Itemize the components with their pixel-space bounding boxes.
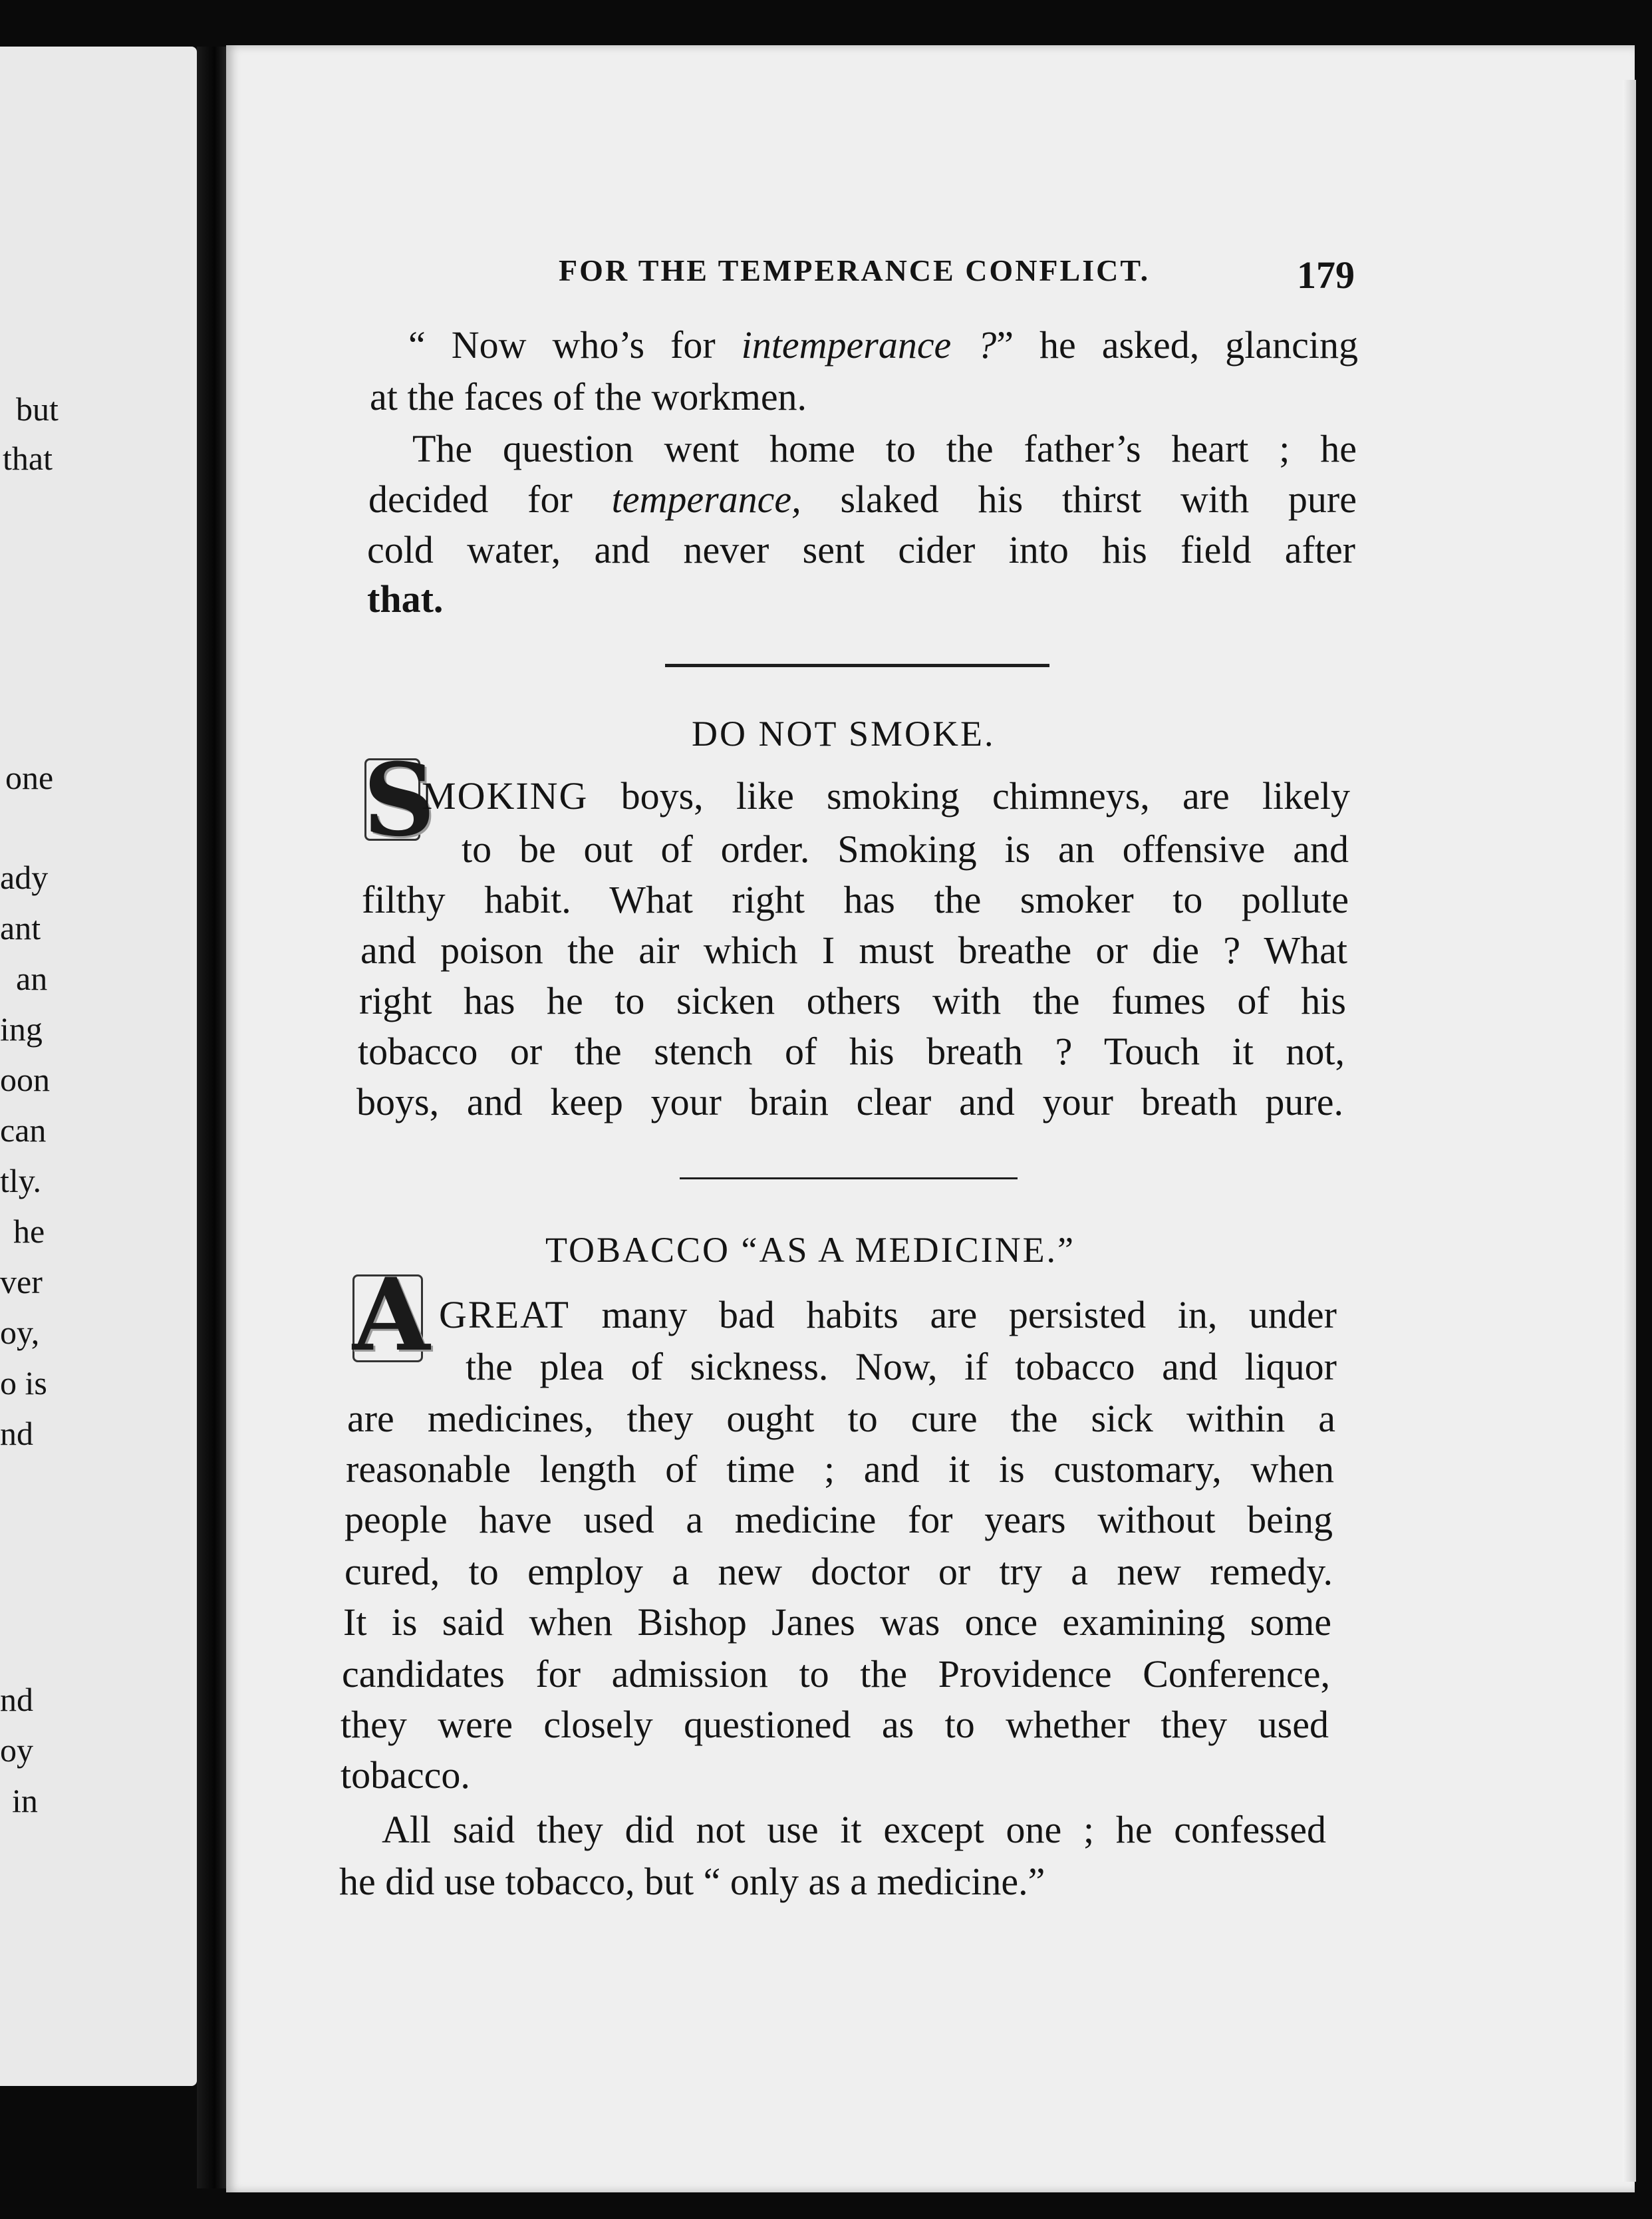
- left-page-fragment: o is: [0, 1364, 47, 1402]
- page-edge: [1623, 80, 1636, 2182]
- left-page-fragment: oy: [0, 1731, 33, 1769]
- text-run: The question went home to the father’s heart ; he: [412, 427, 1357, 470]
- left-page-fragment: nd: [0, 1681, 33, 1718]
- text-run: “ Now who’s for: [408, 323, 742, 367]
- text-line: [346, 1447, 1334, 1491]
- text-run: to be out of order. Smoking is an offensive and: [462, 827, 1349, 871]
- text-run: slaked his thirst with pure: [801, 478, 1357, 521]
- text-line: [462, 827, 1349, 871]
- left-page-fragment: ant: [0, 909, 41, 947]
- text-line: [412, 427, 1357, 470]
- section-heading: TOBACCO “AS A MEDICINE.”: [545, 1230, 1076, 1270]
- section-divider: [680, 1177, 1018, 1179]
- left-page-fragment: one: [5, 759, 54, 796]
- text-line: [343, 1600, 1331, 1644]
- lead-word: MOKING: [422, 774, 589, 817]
- text-line: [344, 1498, 1333, 1541]
- left-page-fragment: ver: [0, 1263, 43, 1300]
- running-title: FOR THE TEMPERANCE CONFLICT.: [559, 253, 1151, 287]
- text-line: [370, 375, 807, 418]
- text-line: [341, 1753, 470, 1797]
- text-line: [358, 1032, 1345, 1071]
- text-run: people have used a medicine for years without being: [344, 1498, 1333, 1541]
- text-line: [367, 528, 1355, 571]
- text-line: [359, 979, 1346, 1022]
- text-run: he did use tobacco, but “ only as a medicine.”: [339, 1860, 1045, 1903]
- text-run: filthy habit. What right has the smoker to pollute: [362, 878, 1349, 921]
- left-page-fragment: tly.: [0, 1162, 42, 1199]
- text-line: [408, 323, 1358, 367]
- previous-page: [0, 47, 197, 2086]
- page-number: 179: [1297, 253, 1355, 297]
- dropcap-letter: A: [352, 1257, 430, 1374]
- text-run: right has he to sicken others with the fumes of his: [359, 979, 1346, 1022]
- text-line: [342, 1652, 1330, 1696]
- text-line: [439, 1293, 1337, 1336]
- dropcap-letter: S: [363, 742, 436, 859]
- text-run: decided for: [368, 478, 612, 521]
- italic-run: temperance,: [611, 478, 801, 521]
- text-run: reasonable length of time ; and it is customary, when: [346, 1447, 1334, 1491]
- text-run: at the faces of the workmen.: [370, 375, 807, 418]
- left-page-fragment: can: [0, 1111, 47, 1149]
- text-line: [382, 1808, 1326, 1851]
- text-line: [368, 480, 1357, 519]
- text-line: [466, 1345, 1337, 1388]
- text-line: [339, 1862, 1045, 1901]
- left-page-fragment: oy,: [0, 1314, 40, 1351]
- text-run: ” he asked, glancing: [996, 323, 1358, 367]
- text-line: [360, 931, 1347, 970]
- text-line: [344, 1550, 1333, 1593]
- text-run: that.: [367, 577, 444, 621]
- text-line: [367, 577, 444, 621]
- left-page-fragment: nd: [0, 1415, 33, 1452]
- left-page-fragment: ing: [0, 1010, 43, 1048]
- text-line: [362, 878, 1349, 921]
- text-run: candidates for admission to the Providence Conference,: [342, 1652, 1330, 1696]
- text-run: boys, and keep your brain clear and your breath pure.: [356, 1080, 1343, 1123]
- text-run: and poison the air which I must breathe or die ? What: [360, 929, 1347, 972]
- section-divider: [665, 664, 1049, 667]
- left-page-fragment: ady: [0, 859, 49, 896]
- italic-run: intemperance ?: [741, 323, 997, 367]
- text-run: cold water, and never sent cider into his field after: [367, 528, 1355, 571]
- text-run: It is said when Bishop Janes was once examining some: [343, 1600, 1331, 1644]
- book-binding-gutter: [197, 47, 226, 2188]
- text-run: many bad habits are persisted in, under: [569, 1293, 1337, 1336]
- lead-word: GREAT: [439, 1293, 570, 1336]
- text-run: tobacco.: [341, 1753, 470, 1797]
- left-page-fragment: he: [13, 1213, 45, 1250]
- text-run: All said they did not use it except one ; he confessed: [382, 1808, 1326, 1851]
- left-page-fragment: in: [12, 1782, 38, 1819]
- text-run: they were closely questioned as to whether they used: [341, 1703, 1329, 1746]
- left-page-fragment: but: [16, 390, 59, 428]
- text-line: [422, 774, 1350, 817]
- left-page-fragment: an: [16, 960, 48, 997]
- text-run: cured, to employ a new doctor or try a new remedy.: [344, 1550, 1333, 1593]
- left-page-fragment: oon: [0, 1061, 50, 1098]
- text-run: tobacco or the stench of his breath ? Touch it not,: [358, 1030, 1345, 1073]
- section-heading: DO NOT SMOKE.: [692, 714, 996, 754]
- left-page-fragment: that: [3, 440, 53, 477]
- text-run: boys, like smoking chimneys, are likely: [588, 774, 1350, 817]
- text-run: are medicines, they ought to cure the sick within a: [347, 1397, 1335, 1440]
- text-line: [356, 1080, 1343, 1123]
- text-run: the plea of sickness. Now, if tobacco and liquor: [466, 1345, 1337, 1388]
- text-line: [347, 1397, 1335, 1440]
- text-line: [341, 1705, 1329, 1744]
